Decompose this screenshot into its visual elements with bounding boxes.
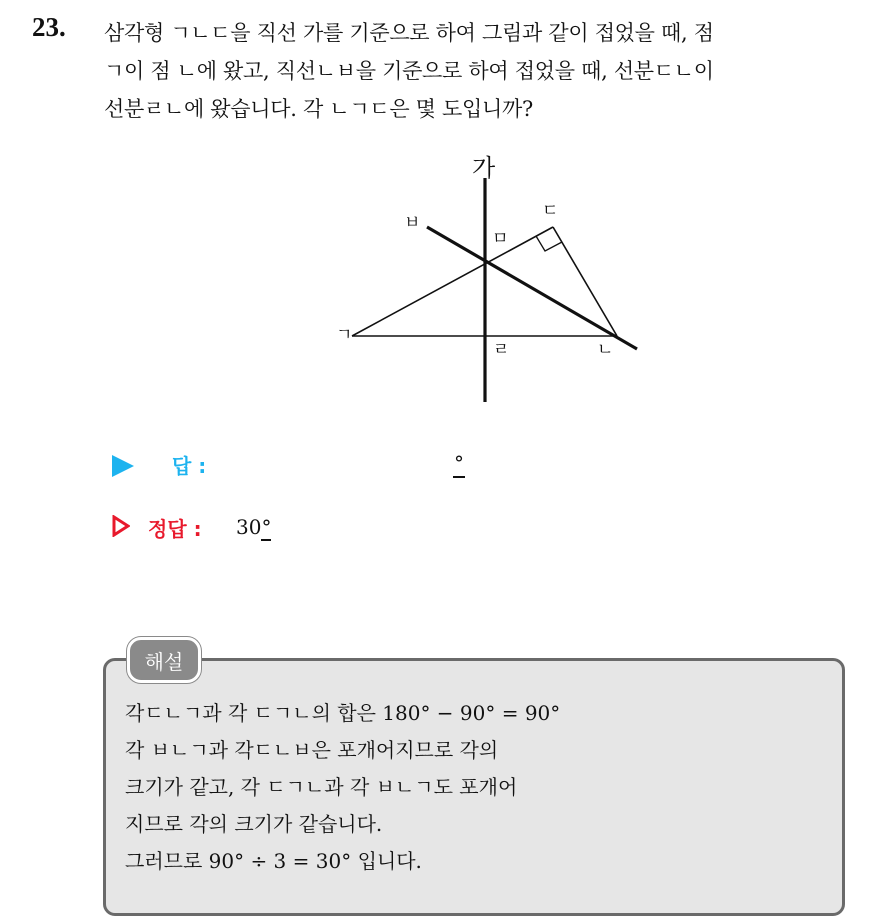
answer-blank[interactable]: ° — [453, 450, 465, 478]
explanation-text — [125, 695, 825, 880]
answer-row — [112, 450, 532, 480]
explanation-line: 각 ㅂㄴㄱ과 각ㄷㄴㅂ은 포개어지므로 각의 — [125, 738, 499, 762]
question-line: 선분ㄹㄴ에 왔습니다. 각 ㄴㄱㄷ은 몇 도입니까? — [104, 97, 533, 121]
label-r: ㄹ — [493, 340, 510, 360]
explanation-line: 그러므로 90° ÷ 3 = 30° 입니다. — [125, 849, 422, 873]
right-angle-mark — [536, 236, 562, 251]
answer-label: 답 : — [172, 454, 207, 478]
explanation-line: 크기가 같고, 각 ㄷㄱㄴ과 각 ㅂㄴㄱ도 포개어 — [125, 775, 518, 799]
geometry-figure — [300, 150, 660, 410]
question-line: 삼각형 ㄱㄴㄷ을 직선 가를 기준으로 하여 그림과 같이 접었을 때, 점 — [104, 21, 714, 45]
label-d: ㄷ — [542, 201, 559, 221]
correct-answer-label: 정답 : — [148, 517, 202, 541]
play-triangle-icon — [112, 455, 134, 477]
fold-line-nb — [427, 227, 637, 349]
outline-triangle-icon — [112, 515, 130, 537]
explanation-tag-label: 해설 — [144, 650, 184, 674]
correct-answer-unit: ° — [261, 515, 272, 539]
correct-answer-value — [236, 515, 271, 539]
question-text — [104, 14, 864, 128]
label-n: ㄴ — [597, 340, 614, 360]
label-m: ㅁ — [492, 229, 509, 249]
explanation-line: 지므로 각의 크기가 같습니다. — [125, 812, 383, 836]
correct-answer-row — [112, 513, 532, 543]
question-line: ㄱ이 점 ㄴ에 왔고, 직선ㄴㅂ을 기준으로 하여 접었을 때, 선분ㄷㄴ이 — [104, 59, 714, 83]
question-number: 23. — [32, 12, 66, 42]
explanation-tag — [127, 637, 201, 683]
correct-answer-number: 30 — [236, 515, 262, 539]
label-b: ㅂ — [404, 213, 421, 233]
label-g: ㄱ — [336, 325, 353, 345]
label-line-ga: 가 — [472, 154, 496, 182]
explanation-line: 각ㄷㄴㄱ과 각 ㄷㄱㄴ의 합은 180° − 90° = 90° — [125, 701, 561, 725]
